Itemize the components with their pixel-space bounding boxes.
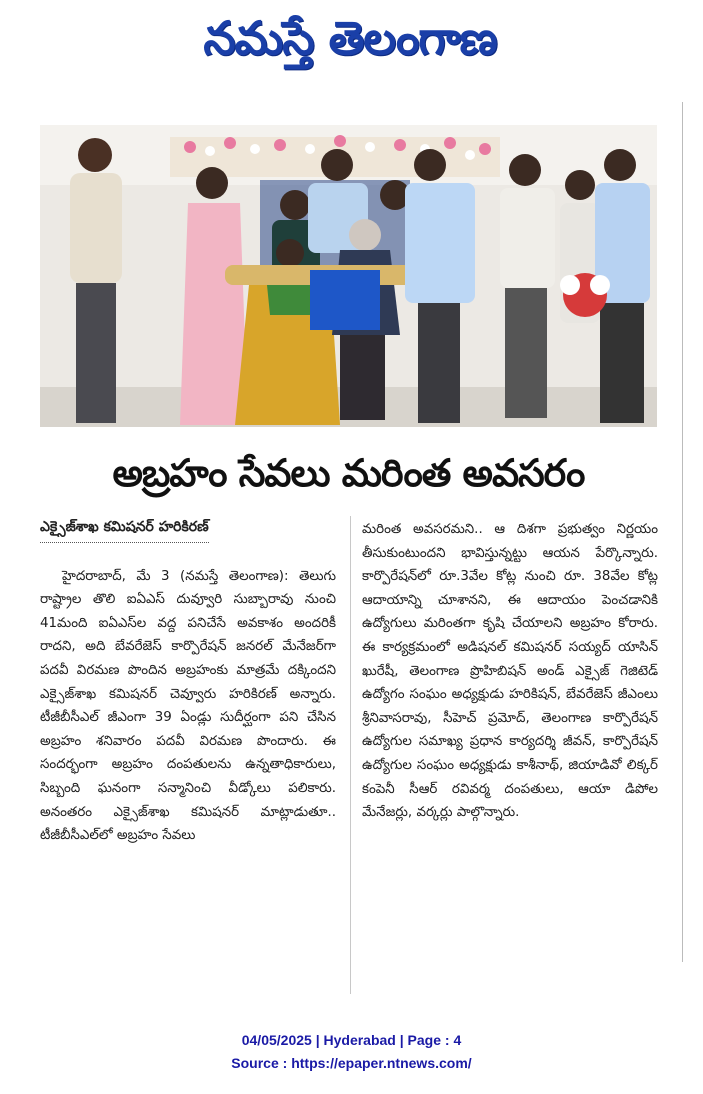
article-photo [40, 125, 657, 427]
article-headline [40, 440, 657, 506]
article-byline: ఎక్సైజ్‌శాఖ కమిషనర్ హరికిరణ్ [40, 516, 209, 543]
page-edge-rule [682, 102, 683, 962]
newspaper-masthead [150, 2, 550, 74]
felicitation-photo-illustration [40, 125, 657, 427]
article-paragraph: మరింత అవసరమని.. ఆ దిశగా ప్రభుత్వం నిర్ణయం తీసుకుంటుందని భావిస్తున్నట్టు ఆయన పేర్కొన్నారు. కార్పొరేషన్‌లో రూ.3వేల కోట్ల నుంచి రూ. 38వేల కోట్ల ఆదాయాన్ని చూశానని, ఈ ఆదాయం పెంచడానికి ఉద్యోగులు మరింతగా కృషి చేయాలని అబ్రహం కోరారు. ఈ కార్యక్రమంలో అడిషనల్ కమిషనర్ సయ్యద్ యాసిన్ ఖురేషీ, తెలంగాణ ప్రొహిబిషన్ అండ్ ఎక్సైజ్ గెజిటెడ్ ఉద్యోగం సంఘం అధ్యక్షుడు హరికిషన్, బేవరేజెస్ జీఎంలు శ్రీనివాసరావు, సీహెచ్ ప్రమోద్, తెలంగాణ కార్పొరేషన్ ఉద్యోగుల సమాఖ్య ప్రధాన కార్యదర్శి జీవన్, కార్పొరేషన్ ఉద్యోగుల సంఘం అధ్యక్షుడు కాశీనాథ్, జియాడివో లిక్కర్ కంపెనీ సీఆర్ రవివర్మ దంపతులు, ఆయా డిపోల మేనేజర్లు, వర్కర్లు పాల్గొన్నారు. [362, 522, 658, 821]
footer-source-link[interactable]: Source : https://epaper.ntnews.com/ [231, 1055, 472, 1071]
footer-edition-info: 04/05/2025 | Hyderabad | Page : 4 [241, 1032, 462, 1048]
article-paragraph: హైదరాబాద్, మే 3 (నమస్తే తెలంగాణ): తెలుగు రాష్ట్రాల తొలి ఐఏఎస్ దువ్వూరి సుబ్బారావు నుంచి 41మంది ఐఏఎస్‌ల వద్ద పనిచేసే అవకాశం అందరికీ రాదని, అది బేవరేజెస్ కార్పొరేషన్ జనరల్ మేనేజర్‌గా పదవీ విరమణ పొందిన అబ్రహంకు మాత్రమే దక్కిందని ఎక్సైజ్‌శాఖ కమిషనర్ చెవ్వూరు హరికిరణ్ అన్నారు. టీజీబీసీఎల్ జీఎంగా 39 ఏండ్లు సుదీర్ఘంగా పని చేసిన అబ్రహం శనివారం పదవీ విరమణ పొందారు. ఈ సందర్భంగా అబ్రహం దంపతులను ఉన్నతాధికారులు, సిబ్బంది ఘనంగా సన్మానించి వీడ్కోలు పలికారు. అనంతరం ఎక్సైజ్‌శాఖ కమిషనర్ మాట్లాడుతూ.. టీజీబీసీఎల్‌లో అబ్రహం సేవలు [40, 568, 336, 844]
masthead-title: నమస్తే తెలంగాణ [203, 11, 497, 65]
article-column-right [362, 518, 658, 825]
column-divider [350, 516, 351, 994]
article-column-left [40, 516, 336, 848]
headline-text: అబ్రహం సేవలు మరింత అవసరం [112, 451, 585, 495]
